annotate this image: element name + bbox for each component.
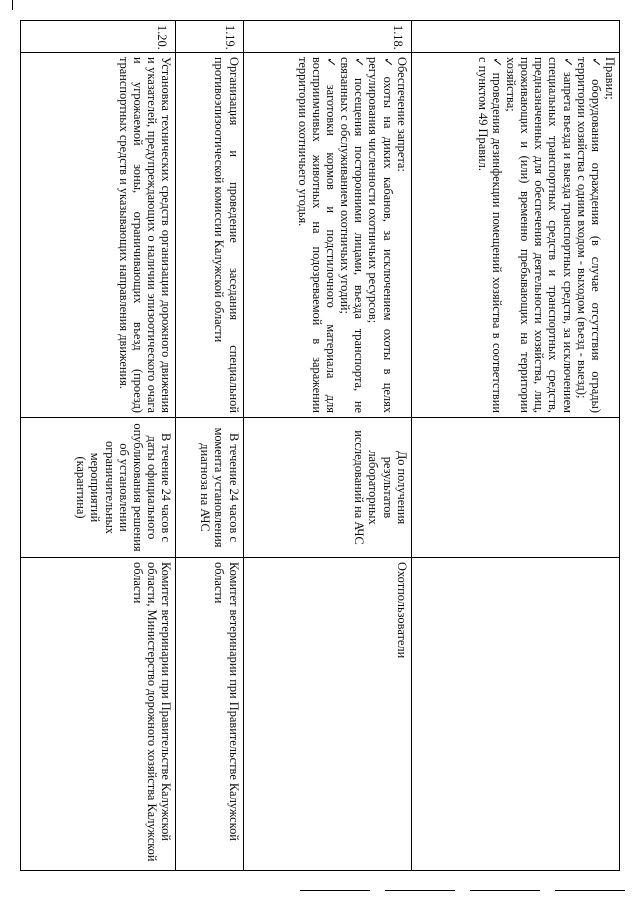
measure-line: Установка технических средств организации дорожного движения и указателей, предупреждающих о наличии эпизоотического очага и угрожаемой зоны, ограничивающих въезд (проезд) транспортных средств и указывающих направления движения. [116, 57, 174, 413]
term-cell [411, 418, 619, 558]
footer-rule [300, 890, 370, 891]
responsible-cell [411, 558, 619, 871]
row-number-cell: 1.18. [243, 21, 411, 53]
table-row [243, 21, 411, 871]
measure-line: ✓ охоты на диких кабанов, за исключением охоты в целях регулирования численности охотничьих ресурсов; [366, 57, 394, 413]
footer-rule-marks [300, 890, 630, 892]
measures-table [20, 20, 620, 871]
row-number-cell: 1.19. [176, 21, 243, 53]
measure-cell [176, 53, 243, 418]
row-number-cell [411, 21, 619, 53]
footer-rule [555, 890, 625, 891]
table-row [176, 21, 243, 871]
measure-line: ✓ оборудования ограждения (в случае отсутствия ограды) территории хозяйства с одним входом - выходом (въезд - выезд); [575, 57, 603, 413]
rotated-table-area [20, 20, 620, 870]
measure-line: Организация и проведение заседания специальной противоэпизоотической комиссии Калужской области [212, 57, 241, 413]
measure-line: Правил; [603, 57, 617, 100]
term-cell: В течение 24 часов с даты официального опубликования решения об установлении ограничительных мероприятий (карантина) [21, 418, 176, 558]
table-row [21, 21, 176, 871]
measure-line: ✓ заготовки кормов и подстилочного материала для восприимчивых животных на подозреваемой в заражении территории охотничьего угодья. [296, 57, 338, 413]
footer-rule [470, 890, 540, 891]
measure-line: Обеспечение запрета: [394, 57, 409, 172]
term-cell: В течение 24 часов с момента установления диагноза на АЧС [176, 418, 243, 558]
measure-cell [21, 53, 176, 418]
measure-cell [243, 53, 411, 418]
responsible-cell: Охотпользователи [243, 558, 411, 871]
row-number-cell: 1.20. [21, 21, 176, 53]
measure-line: ✓ посещения посторонними лицами, въезда транспорта, не связанных с обслуживанием охотничьих угодий; [338, 57, 366, 413]
term-cell: До получения результатов лабораторных исследований на АЧС [243, 418, 411, 558]
responsible-cell: Комитет ветеринарии при Правительстве Калужской области, Министерство дорожного хозяйства Калужской области [21, 558, 176, 871]
responsible-cell: Комитет ветеринарии при Правительстве Калужской области [176, 558, 243, 871]
footer-rule [385, 890, 455, 891]
measure-line: ✓ проведения дезинфекции помещений хозяйства в соответствии с пунктом 49 Правил. [476, 57, 504, 413]
measure-line: ✓ запрета въезда и выезда транспортных средств, за исключением специальных транспортных средств и транспортных средств, предназначенных для обеспечения деятельности хозяйства, лиц, проживающих и (или) временно пребывающих на территории хозяйства; [504, 57, 575, 413]
table-row [411, 21, 619, 871]
measure-cell [411, 53, 619, 418]
page-edge-mark [12, 0, 13, 10]
